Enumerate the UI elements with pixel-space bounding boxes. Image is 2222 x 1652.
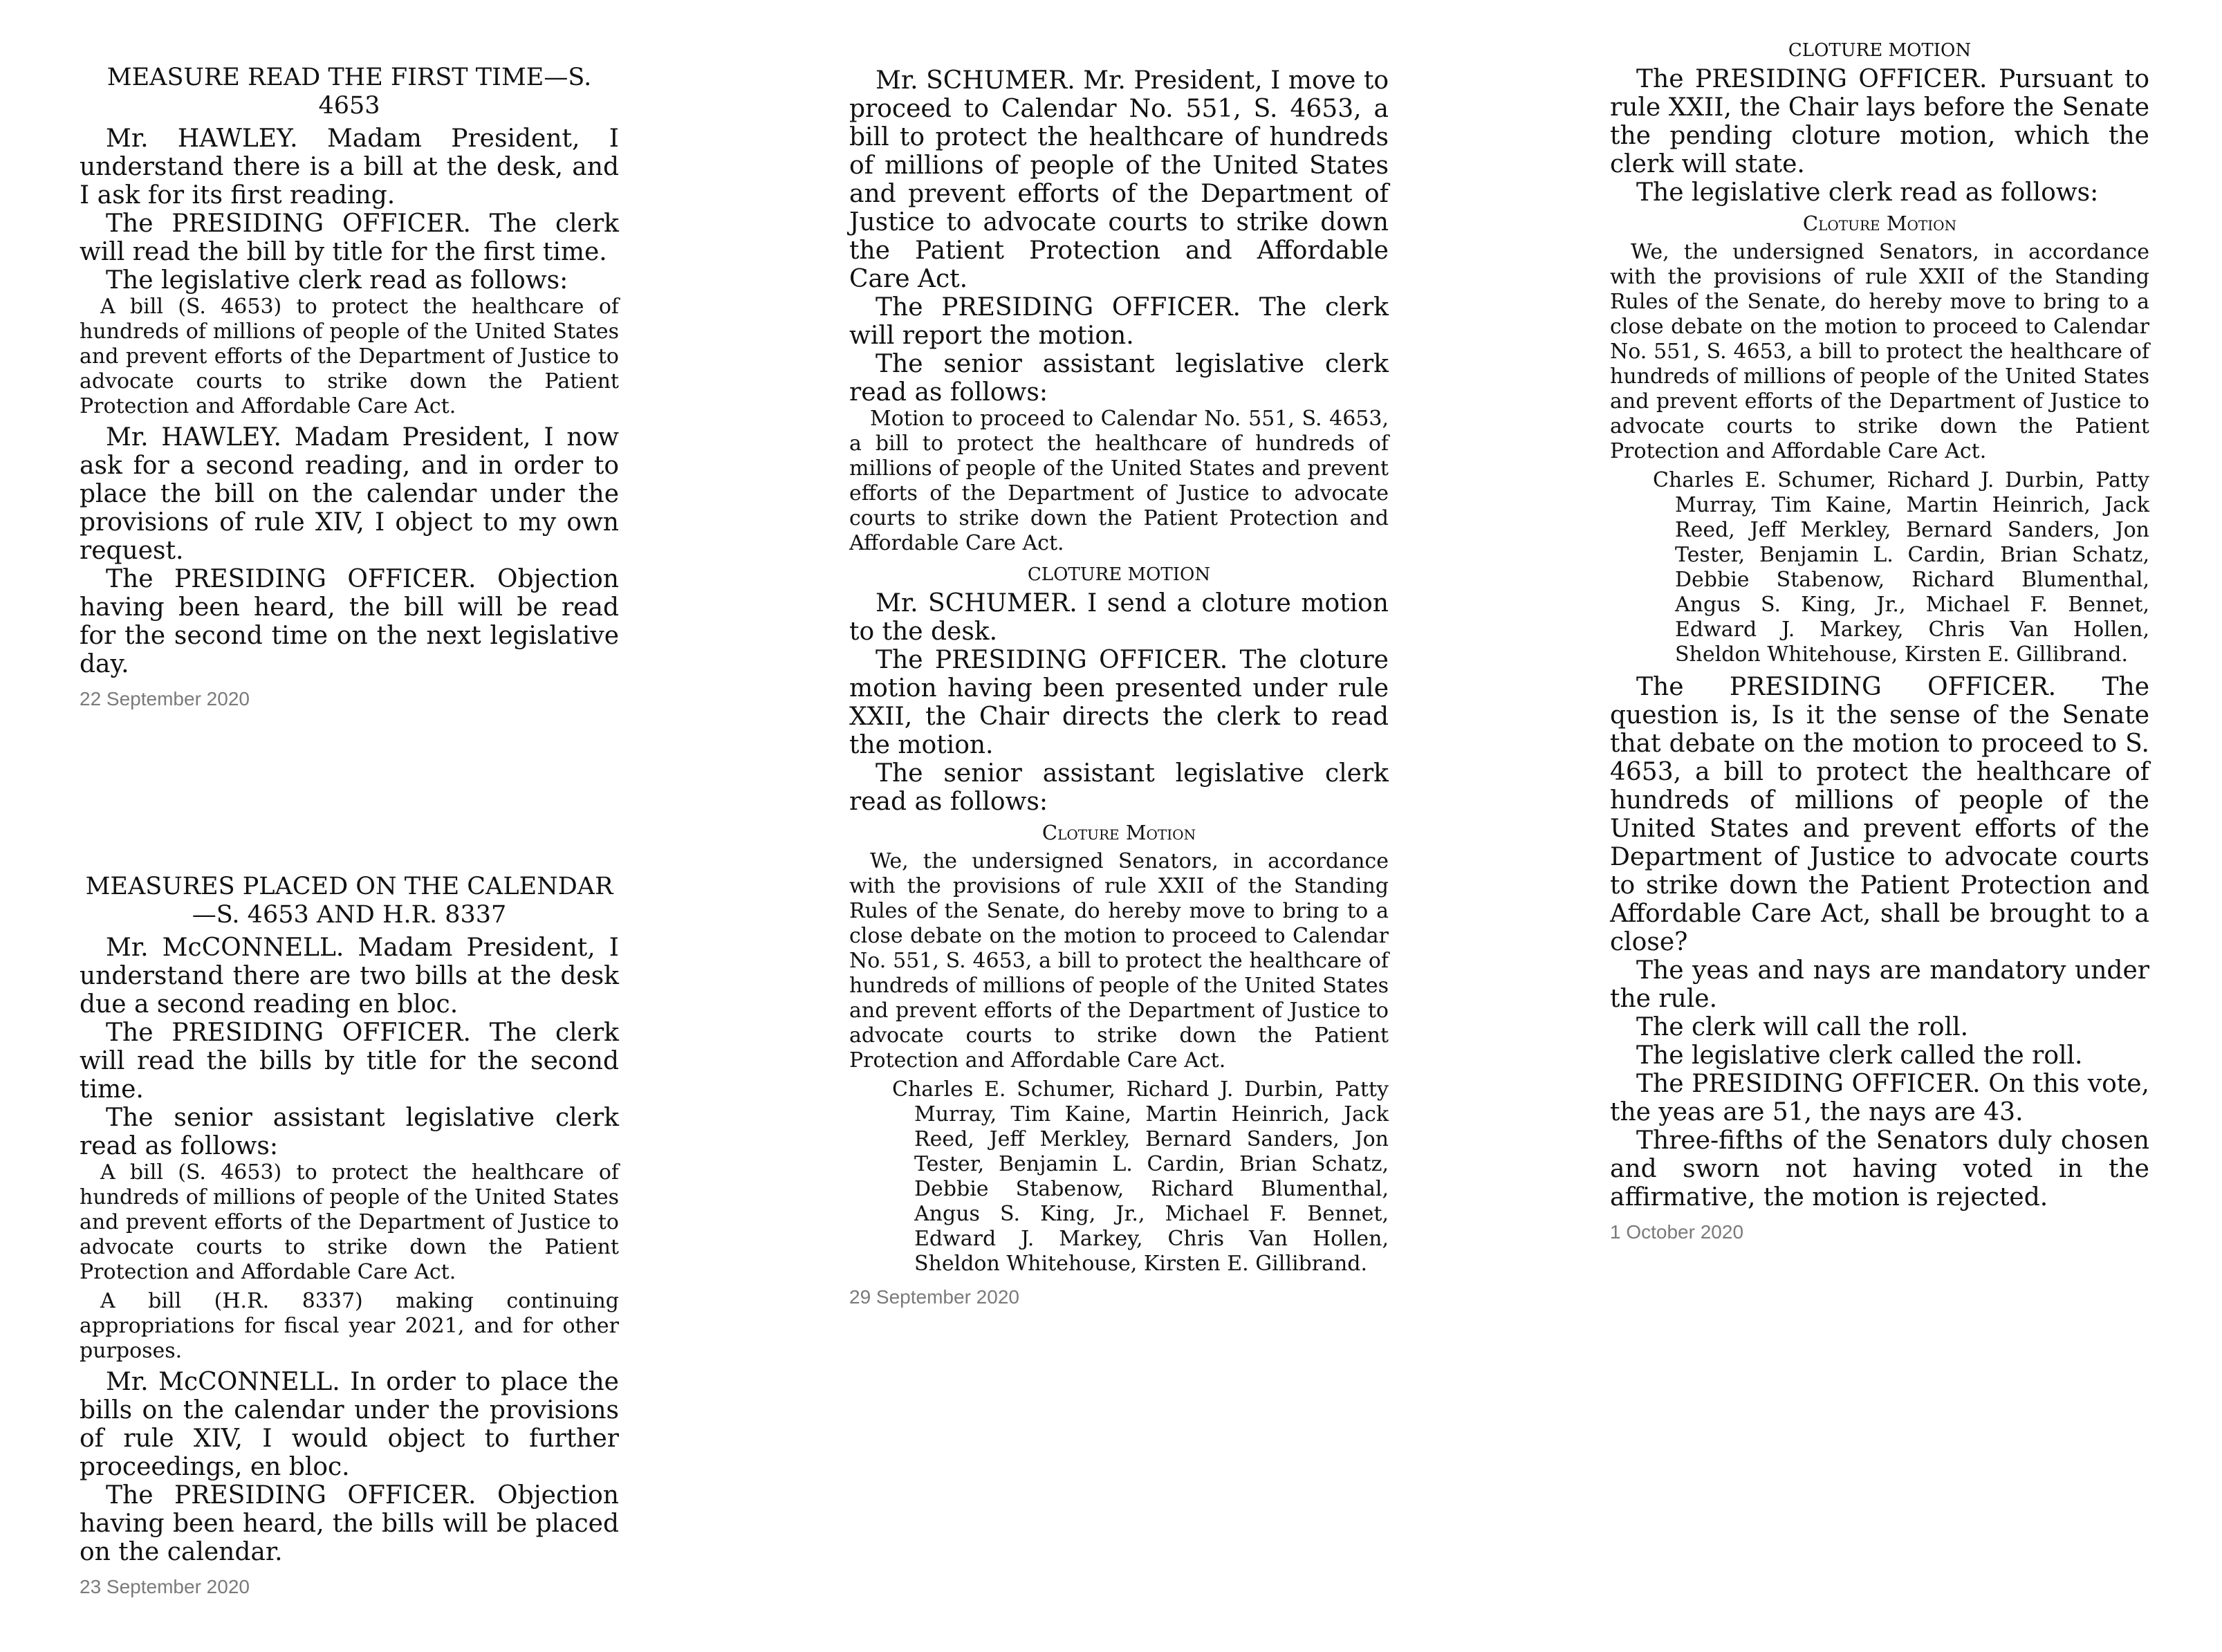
paragraph: Mr. SCHUMER. Mr. President, I move to proceed to Calendar No. 551, S. 4653, a bill to protect the healthcare of hundreds of millions of people of the United States and prevent efforts of the Department of Justice to advocate courts to strike down the Patient Protection and Affordable Care Act. [849,66,1389,293]
paragraph: The legislative clerk read as follows: [1636,178,2099,207]
section-cloture-vote [1610,39,2149,1243]
paragraph: The PRESIDING OFFICER. The question is, Is it the sense of the Senate that debate on the motion to proceed to S. 4653, a bill to protect the healthcare of hundreds of millions of people of the United States and prevent efforts of the Department of Justice to advocate courts to strike down the Patient Protection and Affordable Care Act, shall be brought to a close? [1610,673,2149,956]
paragraph: The PRESIDING OFFICER. The clerk will read the bills by title for the second time. [80,1019,619,1104]
paragraph: The PRESIDING OFFICER. On this vote, the yeas are 51, the nays are 43. [1610,1070,2149,1126]
date-stamp: 23 September 2020 [80,1576,250,1597]
signers-list: Charles E. Schumer, Richard J. Durbin, Patty Murray, Tim Kaine, Martin Heinrich, Jack Reed, Jeff Merkley, Bernard Sanders, Jon Tester, Benjamin L. Cardin, Brian Schatz, Debbie Stabenow, Richard Blumenthal, Angus S. King, Jr., Michael F. Bennet, Edward J. Markey, Chris Van Hollen, Sheldon Whitehouse, Kirsten E. Gillibrand. [892,1077,1389,1276]
cloture-quote: We, the undersigned Senators, in accordance with the provisions of rule XXII of the Standing Rules of the Senate, do hereby move to bring to a close debate on the motion to proceed to Calendar No. 551, S. 4653, a bill to protect the healthcare of hundreds of millions of people of the United States and prevent efforts of the Department of Justice to advocate courts to strike down the Patient Protection and Affordable Care Act. [849,849,1389,1073]
paragraph: The legislative clerk called the roll. [1636,1041,2083,1070]
paragraph: Mr. HAWLEY. Madam President, I now ask for a second reading, and in order to place the bill on the calendar under the provisions of rule XIV, I object to my own request. [80,423,619,565]
paragraph: Mr. SCHUMER. I send a cloture motion to the desk. [849,589,1389,646]
cloture-quote: We, the undersigned Senators, in accordance with the provisions of rule XXII of the Standing Rules of the Senate, do hereby move to bring to a close debate on the motion to proceed to Calendar No. 551, S. 4653, a bill to protect the healthcare of hundreds of millions of people of the United States and prevent efforts of the Department of Justice to advocate courts to strike down the Patient Protection and Affordable Care Act. [1610,240,2149,463]
motion-quote: Motion to proceed to Calendar No. 551, S. 4653, a bill to protect the healthcare of hundreds of millions of people of the United States and prevent efforts of the Department of Justice to advocate courts to strike down the Patient Protection and Affordable Care Act. [849,407,1389,555]
paragraph: The PRESIDING OFFICER. The clerk will read the bill by title for the first time. [80,210,619,266]
paragraph: The senior assistant legislative clerk read as follows: [849,759,1389,816]
section-motion-to-proceed [849,66,1389,1308]
date-stamp: 1 October 2020 [1610,1221,1744,1243]
paragraph: Mr. HAWLEY. Madam President, I understand there is a bill at the desk, and I ask for its first reading. [80,124,619,210]
bill-quote: A bill (S. 4653) to protect the healthcare of hundreds of millions of people of the United States and prevent efforts of the Department of Justice to advocate courts to strike down the Patient Protection and Affordable Care Act. [80,295,619,418]
paragraph: The PRESIDING OFFICER. The clerk will report the motion. [849,293,1389,350]
section-measure-read-first-time [80,64,619,710]
paragraph: Three-fifths of the Senators duly chosen and sworn not having voted in the affirmative, the motion is rejected. [1610,1126,2149,1212]
signers-list: Charles E. Schumer, Richard J. Durbin, Patty Murray, Tim Kaine, Martin Heinrich, Jack Reed, Jeff Merkley, Bernard Sanders, Jon Tester, Benjamin L. Cardin, Brian Schatz, Debbie Stabenow, Richard Blumenthal, Angus S. King, Jr., Michael F. Bennet, Edward J. Markey, Chris Van Hollen, Sheldon Whitehouse, Kirsten E. Gillibrand. [1653,468,2149,667]
cloture-motion-subheading: Cloture Motion [1802,212,1957,235]
paragraph: Mr. McCONNELL. In order to place the bills on the calendar under the provisions of rule XIV, I would object to further proceedings, en bloc. [80,1368,619,1481]
paragraph: The PRESIDING OFFICER. Pursuant to rule XXII, the Chair lays before the Senate the pending cloture motion, which the clerk will state. [1610,65,2149,178]
section-heading: MEASURES PLACED ON THE CALENDAR—S. 4653 AND H.R. 8337 [85,873,613,929]
section-heading: MEASURE READ THE FIRST TIME—S. 4653 [107,64,592,120]
paragraph: The PRESIDING OFFICER. The cloture motion having been presented under rule XXII, the Chair directs the clerk to read the motion. [849,646,1389,759]
date-stamp: 29 September 2020 [849,1286,1019,1308]
paragraph: The legislative clerk read as follows: [106,266,568,295]
date-stamp: 22 September 2020 [80,688,250,709]
paragraph: The senior assistant legislative clerk read as follows: [849,350,1389,407]
paragraph: Mr. McCONNELL. Madam President, I understand there are two bills at the desk due a second reading en bloc. [80,934,619,1019]
paragraph: The yeas and nays are mandatory under the rule. [1610,956,2149,1013]
bill-quote: A bill (H.R. 8337) making continuing appropriations for fiscal year 2021, and for other purposes. [80,1289,619,1363]
paragraph: The senior assistant legislative clerk read as follows: [80,1104,619,1160]
cloture-motion-heading: CLOTURE MOTION [1027,564,1211,585]
cloture-motion-subheading: Cloture Motion [1041,821,1196,844]
cloture-motion-heading: CLOTURE MOTION [1788,40,1972,61]
paragraph: The clerk will call the roll. [1636,1013,1969,1041]
section-measures-placed-on-calendar [80,873,619,1598]
paragraph: The PRESIDING OFFICER. Objection having been heard, the bills will be placed on the calendar. [80,1481,619,1566]
bill-quote: A bill (S. 4653) to protect the healthcare of hundreds of millions of people of the United States and prevent efforts of the Department of Justice to advocate courts to strike down the Patient Protection and Affordable Care Act. [80,1160,619,1284]
paragraph: The PRESIDING OFFICER. Objection having been heard, the bill will be read for the second time on the next legislative day. [80,565,619,678]
